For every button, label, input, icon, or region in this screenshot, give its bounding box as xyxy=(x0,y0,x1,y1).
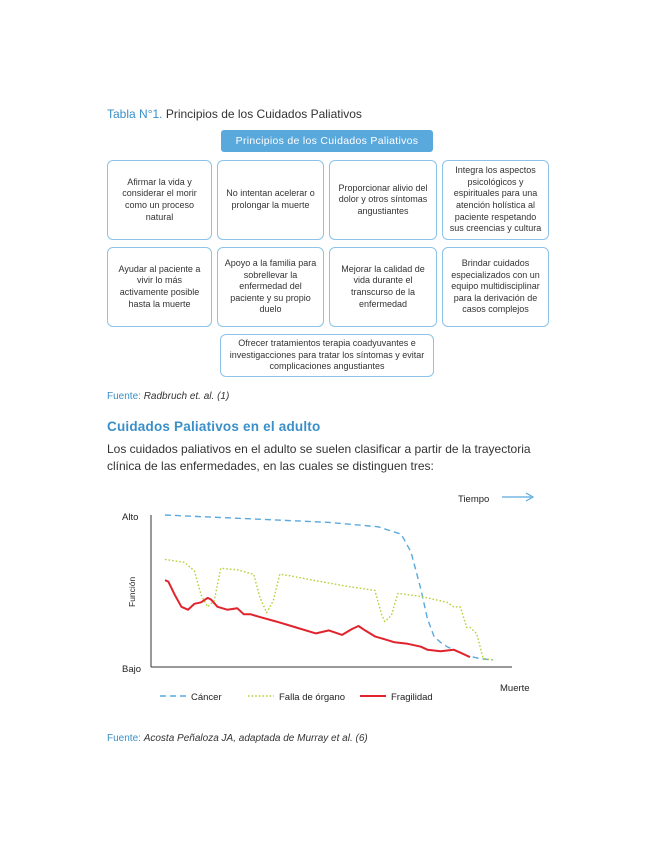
principle-card: Ayudar al paciente a vivir lo más activamente posible hasta la muerte xyxy=(107,247,212,327)
legend xyxy=(160,692,433,703)
principle-card: Apoyo a la familia para sobrellevar la enfermedad del paciente y su propio duelo xyxy=(217,247,324,327)
principle-card-wide: Ofrecer tratamientos terapia coadyuvantes e investigacciones para tratar los síntomas y evitar complicaciones angustiantes xyxy=(220,334,434,377)
principle-card: Proporcionar alivio del dolor y otros síntomas angustiantes xyxy=(329,160,437,240)
principle-card: Afirmar la vida y considerar el morir como un proceso natural xyxy=(107,160,212,240)
axes xyxy=(151,515,512,667)
arrow-right-icon xyxy=(502,493,533,501)
trajectory-chart xyxy=(100,485,560,720)
table-caption-label: Tabla N°1. xyxy=(107,107,163,121)
y-tick-high: Alto xyxy=(122,512,139,523)
principle-card: Integra los aspectos psicológicos y espirituales para una atención holística al paciente respetando sus creencias y cultura xyxy=(442,160,549,240)
section-title: Cuidados Paliativos en el adulto xyxy=(107,419,321,434)
legend-label-1: Cáncer xyxy=(191,692,222,703)
source-text: Radbruch et. al. (1) xyxy=(143,391,230,402)
series-layer xyxy=(165,515,493,660)
principles-header: Principios de los Cuidados Paliativos xyxy=(221,130,433,152)
legend-label-2: Falla de órgano xyxy=(279,692,346,703)
chart-source-label: Fuente: xyxy=(107,733,141,744)
principle-card: Brindar cuidados especializados con un equipo multidisciplinar para la derivación de casos complejos xyxy=(442,247,549,327)
series-line-3 xyxy=(165,580,470,657)
table-caption-text: Principios de los Cuidados Paliativos xyxy=(162,107,362,121)
principle-card: No intentan acelerar o prolongar la muerte xyxy=(217,160,324,240)
series-line-1 xyxy=(165,515,493,660)
source-label: Fuente: xyxy=(107,391,141,402)
chart-source xyxy=(107,733,368,744)
x-axis-label: Tiempo xyxy=(458,494,490,505)
legend-label-3: Fragilidad xyxy=(391,692,433,703)
y-tick-low: Bajo xyxy=(122,664,142,675)
table-source xyxy=(107,391,229,402)
x-end-label: Muerte xyxy=(500,683,530,694)
y-axis-label: Función xyxy=(127,576,137,607)
series-line-2 xyxy=(165,559,493,660)
section-paragraph: Los cuidados paliativos en el adulto se suelen clasificar a partir de la trayectoria clínica de las enfermedades, en las cuales se distinguen tres: xyxy=(107,442,531,473)
chart-source-text: Acosta Peñaloza JA, adaptada de Murray et al. (6) xyxy=(143,733,368,744)
principle-card: Mejorar la calidad de vida durante el transcurso de la enfermedad xyxy=(329,247,437,327)
table-caption xyxy=(107,107,362,121)
